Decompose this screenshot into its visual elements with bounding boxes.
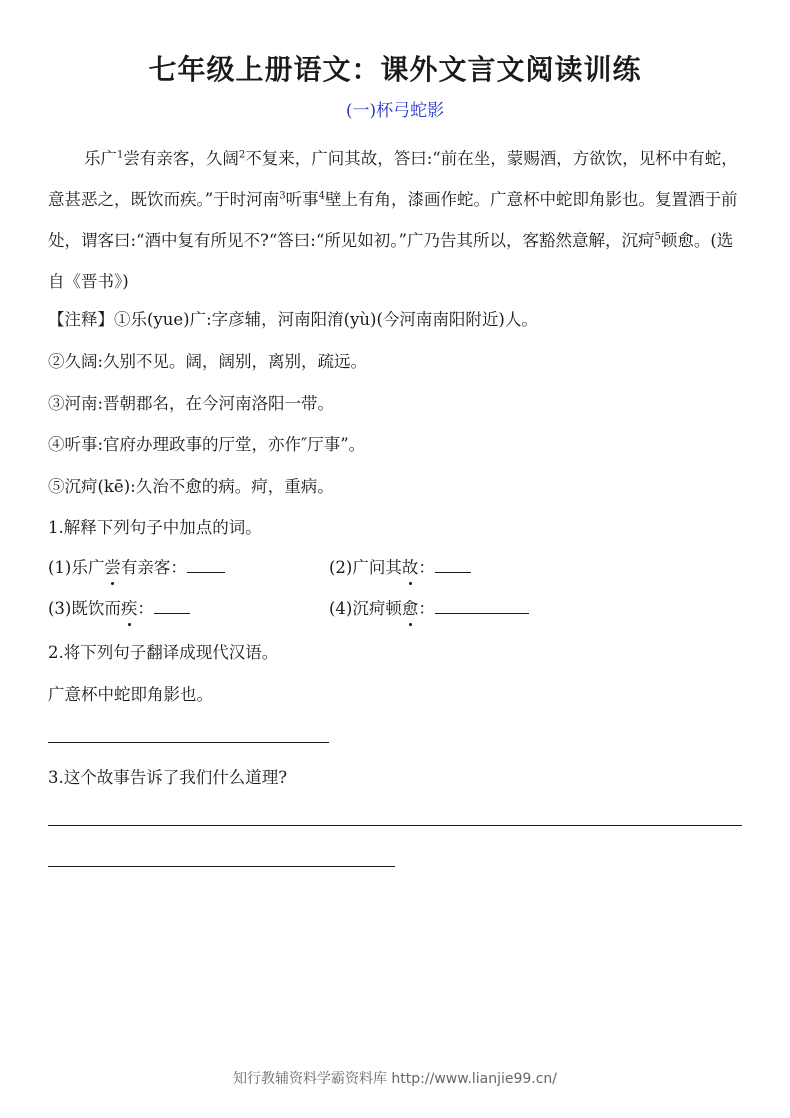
note-line: ②久阔:久别不见。阔，阔别，离别，疏远。 <box>48 352 368 371</box>
note-marker: 3 <box>279 190 286 202</box>
passage-subtitle: (一)杯弓蛇影 <box>345 101 445 121</box>
question-1-item: (2)广问其故： <box>329 556 471 580</box>
answer-blank[interactable] <box>435 597 529 614</box>
question-2-sentence: 广意杯中蛇即角影也。 <box>48 685 213 704</box>
question-1-item: (4)沉疴顿愈： <box>329 597 529 621</box>
passage-segment: 不复来，广问其故，答曰:“前在坐，蒙赐酒，方欲饮，见杯中有蛇，意甚恶之，既饮而疾。”于时河南 <box>48 149 738 209</box>
passage-segment: 听事 <box>285 190 319 209</box>
passage-segment: 尝有亲客，久阔 <box>123 149 239 168</box>
question-1-item: (3)既饮而疾： <box>48 597 190 621</box>
dotted-word: 故 <box>402 556 419 580</box>
note-line: ④听事:官府办理政事的厅堂，亦作″厅事”。 <box>48 435 366 454</box>
answer-blank[interactable] <box>187 556 225 573</box>
passage-segment: 乐广 <box>84 149 117 168</box>
answer-line[interactable] <box>48 825 742 826</box>
question-2-heading: 2.将下列句子翻译成现代汉语。 <box>48 643 279 662</box>
answer-blank[interactable] <box>154 597 190 614</box>
note-line: 【注释】①乐(yue)广:字彦辅，河南阳淯(yù)(今河南南阳附近)人。 <box>48 310 538 329</box>
footer-source: 知行教辅资料学霸资料库 http://www.lianjie99.cn/ <box>232 1071 558 1087</box>
page-title: 七年级上册语文：课外文言文阅读训练 <box>148 53 642 86</box>
passage-segment: 顿愈。(选自《晋书》) <box>48 231 734 291</box>
dotted-word: 疾 <box>121 597 138 621</box>
note-marker: 4 <box>318 190 325 202</box>
dotted-word: 愈 <box>402 597 419 621</box>
note-marker: 2 <box>238 149 246 161</box>
question-3-heading: 3.这个故事告诉了我们什么道理? <box>48 768 288 787</box>
answer-line[interactable] <box>48 742 329 743</box>
passage-segment: 壁上有角，漆画作蛇。广意杯中蛇即角影也。复置酒于前处，谓客曰:“酒中复有所见不?“答曰:“所见如初。”广乃告其所以，客豁然意解，沉疴 <box>48 190 738 250</box>
answer-line[interactable] <box>48 866 395 867</box>
note-line: ③河南:晋朝郡名，在今河南洛阳一带。 <box>48 394 335 413</box>
dotted-word: 尝 <box>104 556 121 580</box>
question-1-item: (1)乐广尝有亲客： <box>48 556 225 580</box>
note-marker: 1 <box>117 149 124 161</box>
note-line: ⑤沉疴(kē):久治不愈的病。疴，重病。 <box>48 477 334 496</box>
answer-blank[interactable] <box>435 556 471 573</box>
note-marker: 5 <box>654 231 661 243</box>
passage-text <box>48 138 742 302</box>
question-1-heading: 1.解释下列句子中加点的词。 <box>48 518 262 537</box>
